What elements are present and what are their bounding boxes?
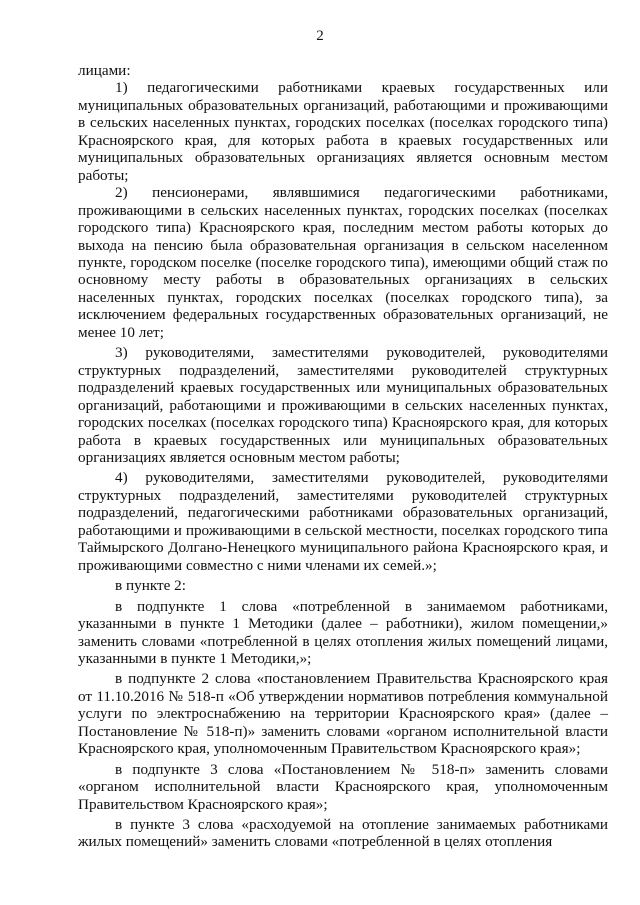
- paragraph-point-3: в пункте 3 слова «расходуемой на отопление занимаемых работниками жилых помещений» заменить словами «потребленной в целях отопления: [78, 816, 608, 851]
- document-body: [78, 62, 608, 851]
- paragraph-item-4: 4) руководителями, заместителями руководителей, руководителями структурных подразделений, заместителями руководителей структурных подразделений, педагогическими работниками образовательных организаций, работающими и проживающими в сельской местности, поселках городского типа Таймырского Долгано-Ненецкого муниципального района Красноярского края, и проживающими совместно с ними членами их семей.»;: [78, 469, 608, 574]
- paragraph-subpoint-3: в подпункте 3 слова «Постановлением № 518-п» заменить словами «органом исполнительной власти Красноярского края, уполномоченным Правительством Красноярского края»;: [78, 760, 608, 813]
- paragraph-subpoint-1: в подпункте 1 слова «потребленной в занимаемом работниками, указанными в пункте 1 Методики (далее – работники), жилом помещении,» заменить словами «потребленной в целях отопления жилых помещений лицами, указанными в пункте 1 Методики,»;: [78, 597, 608, 667]
- page-number: 2: [316, 28, 324, 44]
- paragraph-lead-in: лицами:: [78, 62, 131, 79]
- paragraph-subpoint-2: в подпункте 2 слова «постановлением Правительства Красноярского края от 11.10.2016 № 518-п «Об утверждении нормативов потребления коммунальной услуги по электроснабжению на территории Красноярского края» (далее – Постановление № 518-п)» заменить словами «органом исполнительной власти Красноярского края, уполномоченным Правительством Красноярского края»;: [78, 670, 608, 758]
- paragraph-item-2: 2) пенсионерами, являвшимися педагогическими работниками, проживающими в сельских населенных пунктах, городских поселках (поселках городского типа) Красноярского края, последним местом работы которых до выхода на пенсию была образовательная организация в сельском населенном пункте, городском поселке (поселке городского типа), имеющими общий стаж по основному месту работы в образовательных организациях в сельских населенных пунктах, городских поселках (поселках городского типа), за исключением федеральных государственных образовательных организаций, не менее 10 лет;: [78, 184, 608, 341]
- paragraph-point-2-heading: в пункте 2:: [115, 577, 186, 595]
- paragraph-item-3: 3) руководителями, заместителями руководителей, руководителями структурных подразделений, заместителями руководителей структурных подразделений краевых государственных или муниципальных образовательных организаций, работающими и проживающими в сельских населенных пунктах, городских поселках (поселках городского типа) Красноярского края, для которых работа в краевых государственных или муниципальных образовательных организациях является основным местом работы;: [78, 344, 608, 466]
- paragraph-item-1: 1) педагогическими работниками краевых государственных или муниципальных образовательных организаций, работающими и проживающими в сельских населенных пунктах, городских поселках (поселках городского типа) Красноярского края, для которых работа в краевых государственных или муниципальных образовательных организациях является основным местом работы;: [78, 79, 608, 184]
